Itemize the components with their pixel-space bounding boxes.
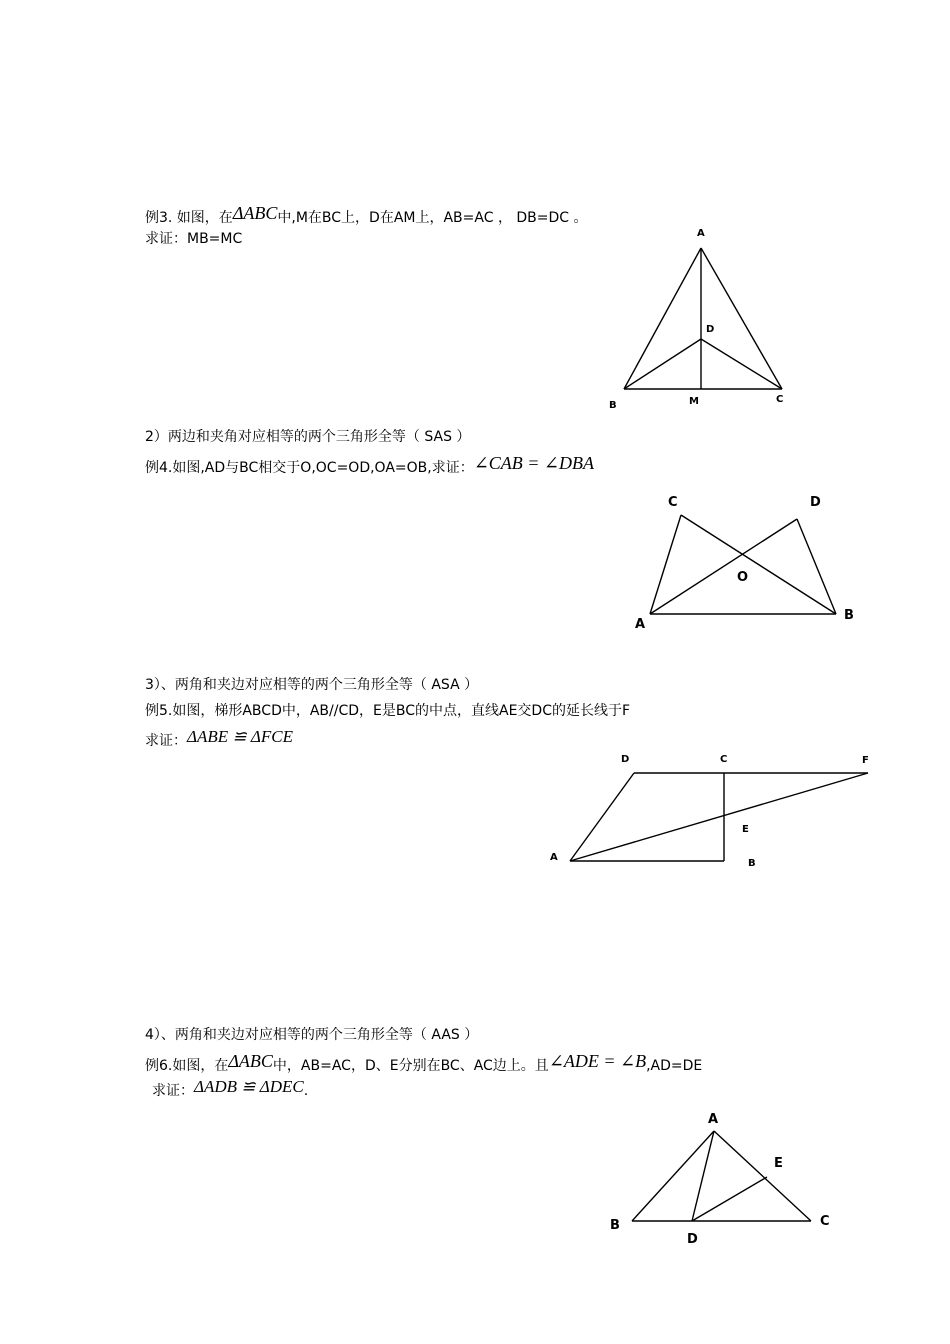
edge-ab — [632, 1131, 714, 1221]
label-e: E — [742, 824, 749, 835]
label-d: D — [706, 324, 715, 335]
ex5-congruence: ΔABE ≌ ΔFCE — [187, 727, 293, 746]
label-d: D — [810, 495, 821, 510]
label-c: C — [776, 394, 784, 405]
ex3-triangle: ΔABC — [232, 203, 278, 223]
edge-ad — [692, 1131, 714, 1221]
label-c: C — [668, 495, 678, 510]
ex5-statement: 例5.如图，梯形ABCD中，AB//CD，E是BC的中点，直线AE交DC的延长线于F — [145, 703, 631, 719]
ex3-suffix: 中,M在BC上，D在AM上，AB=AC ， DB=DC 。 — [277, 210, 588, 226]
sec3-heading: 3）、两角和夹边对应相等的两个三角形全等（ ASA ） — [145, 677, 479, 693]
label-o: O — [737, 570, 749, 585]
ex6-prefix: 例6.如图，在 — [145, 1058, 229, 1074]
label-b: B — [748, 858, 756, 869]
label-a: A — [697, 228, 705, 239]
label-c: C — [820, 1214, 830, 1229]
ex6-suffix: ,AD=DE — [646, 1058, 703, 1074]
label-d: D — [687, 1232, 698, 1247]
ex3-prefix: 例3. 如图，在 — [145, 210, 233, 226]
sec4-heading: 4）、两角和夹边对应相等的两个三角形全等（ AAS ） — [145, 1027, 479, 1043]
label-b: B — [610, 1218, 620, 1233]
ex6-middle: 中，AB=AC，D、E分别在BC、AC边上。且 — [272, 1058, 549, 1074]
label-d: D — [621, 754, 630, 765]
label-c: C — [720, 754, 728, 765]
ex4-angle: ∠CAB = ∠DBA — [473, 453, 594, 473]
ex6-angle: ∠ADE = ∠B — [548, 1051, 647, 1071]
ex6-prove-prefix: 求证： — [152, 1083, 194, 1099]
label-a: A — [550, 852, 558, 863]
label-e: E — [774, 1156, 783, 1171]
ex6-triangle: ΔABC — [228, 1051, 273, 1071]
label-f: F — [862, 755, 869, 766]
ex6-congruence: ΔADB ≌ ΔDEC — [194, 1077, 304, 1096]
label-m: M — [689, 396, 699, 407]
edge-ac — [714, 1131, 811, 1221]
label-b: B — [609, 400, 617, 411]
ex5-prove-prefix: 求证： — [145, 733, 187, 749]
edge-de — [692, 1177, 767, 1221]
ex3-prove: 求证：MB=MC — [145, 231, 243, 247]
label-b: B — [844, 608, 854, 623]
label-a: A — [635, 617, 646, 632]
label-a: A — [708, 1112, 719, 1127]
ex4-text: 例4.如图,AD与BC相交于O,OC=OD,OA=OB,求证： — [145, 460, 474, 476]
sec2-heading: 2）两边和夹角对应相等的两个三角形全等（ SAS ） — [145, 429, 471, 445]
ex6-period: . — [303, 1083, 309, 1099]
